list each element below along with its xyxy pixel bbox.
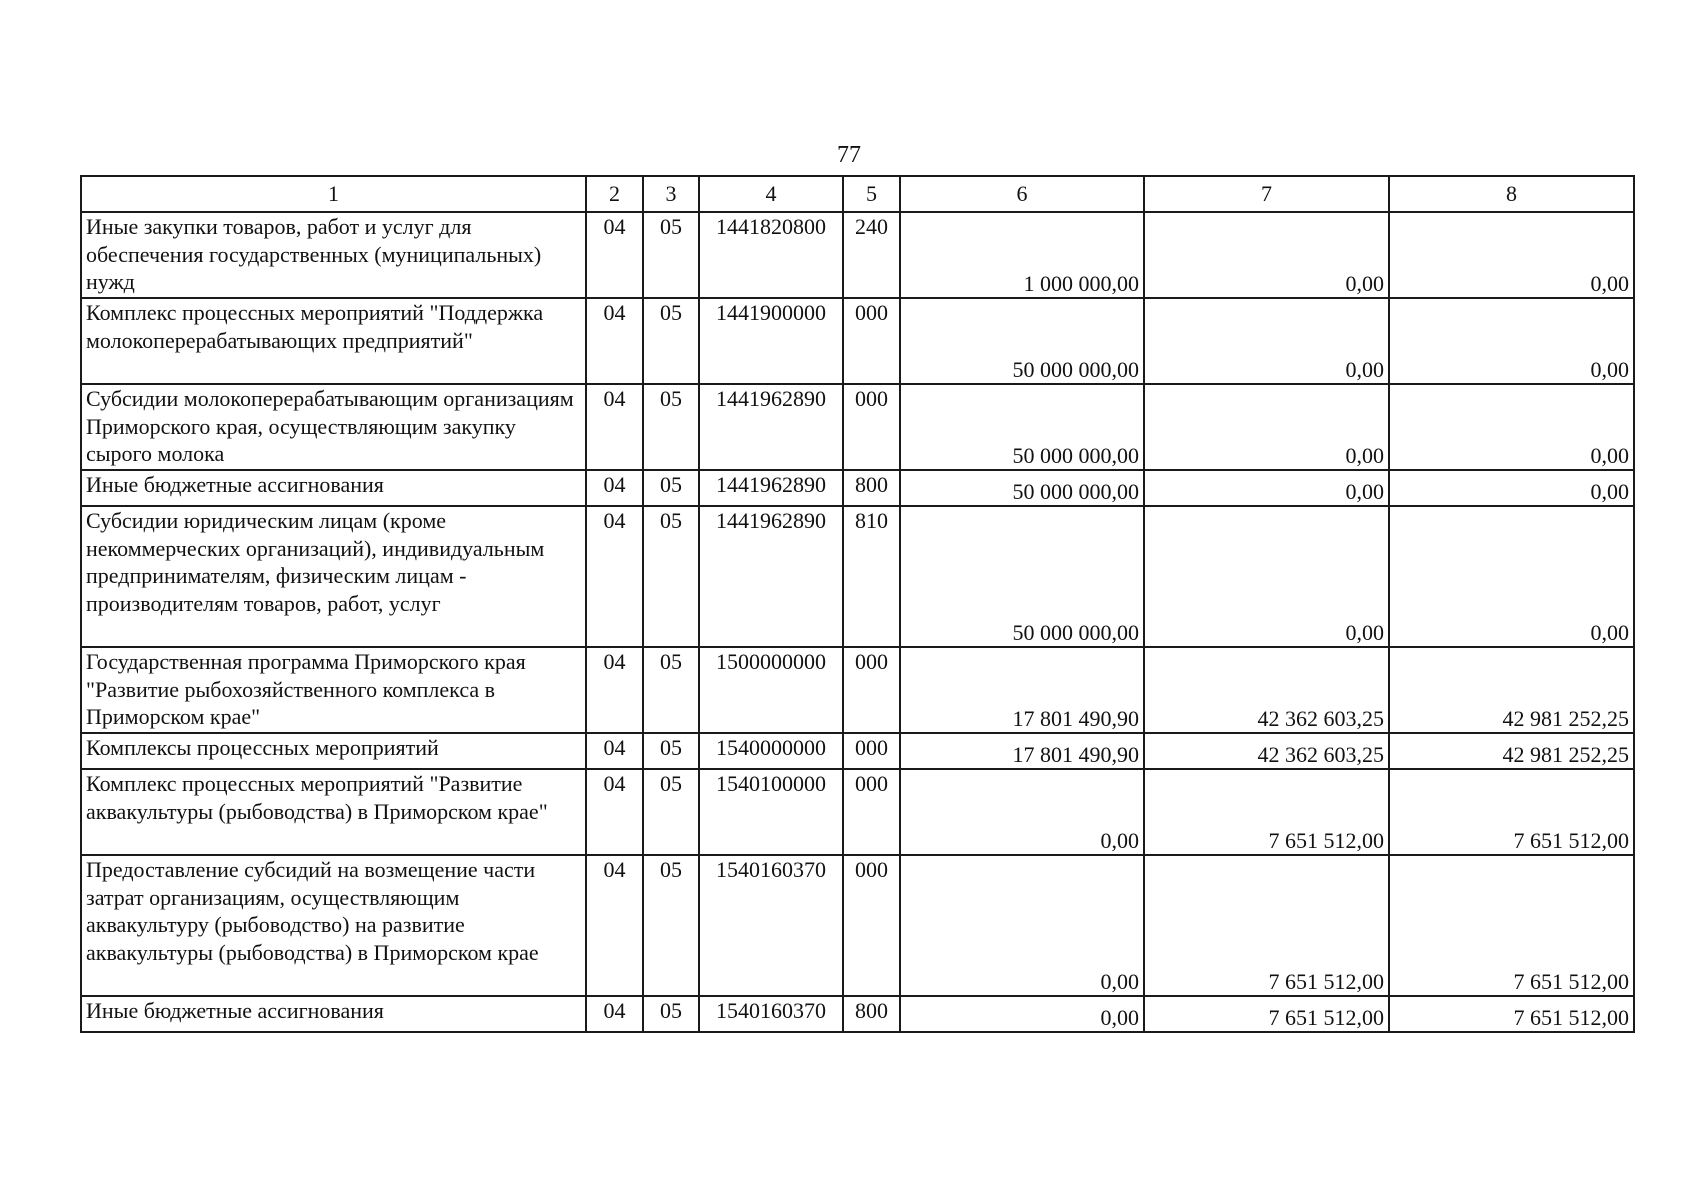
expense-type-code: 000	[843, 769, 900, 855]
amount-col-8: 7 651 512,00	[1389, 996, 1634, 1032]
item-name: Комплекс процессных мероприятий "Развитие аквакультуры (рыбоводства) в Приморском крае"	[81, 769, 586, 855]
table-row	[81, 212, 1634, 298]
amount-col-6: 50 000 000,00	[900, 470, 1144, 506]
amount-col-7: 0,00	[1144, 384, 1389, 470]
header-row	[81, 176, 1634, 212]
item-name: Субсидии юридическим лицам (кроме некоммерческих организаций), индивидуальным предпринимателям, физическим лицам - производителям товаров, работ, услуг	[81, 506, 586, 647]
expense-type-code: 000	[843, 647, 900, 733]
amount-col-8: 0,00	[1389, 212, 1634, 298]
item-name: Иные закупки товаров, работ и услуг для обеспечения государственных (муниципальных) нужд	[81, 212, 586, 298]
table-row	[81, 996, 1634, 1032]
item-name: Субсидии молокоперерабатывающим организациям Приморского края, осуществляющим закупку сырого молока	[81, 384, 586, 470]
subsection-code: 05	[643, 298, 699, 384]
subsection-code: 05	[643, 506, 699, 647]
subsection-code: 05	[643, 996, 699, 1032]
expense-type-code: 000	[843, 733, 900, 769]
table-row	[81, 855, 1634, 996]
target-article-code: 1441962890	[699, 470, 843, 506]
column-header: 8	[1389, 176, 1634, 212]
amount-col-8: 42 981 252,25	[1389, 647, 1634, 733]
target-article-code: 1540000000	[699, 733, 843, 769]
item-name: Комплекс процессных мероприятий "Поддержка молокоперерабатывающих предприятий"	[81, 298, 586, 384]
amount-col-7: 7 651 512,00	[1144, 996, 1389, 1032]
column-header: 7	[1144, 176, 1389, 212]
expense-type-code: 810	[843, 506, 900, 647]
amount-col-8: 42 981 252,25	[1389, 733, 1634, 769]
subsection-code: 05	[643, 855, 699, 996]
table-row	[81, 647, 1634, 733]
page-number: 77	[837, 142, 861, 168]
column-header: 2	[586, 176, 643, 212]
target-article-code: 1441820800	[699, 212, 843, 298]
target-article-code: 1540100000	[699, 769, 843, 855]
amount-col-6: 0,00	[900, 855, 1144, 996]
table-row	[81, 298, 1634, 384]
amount-col-6: 17 801 490,90	[900, 647, 1144, 733]
table-row	[81, 506, 1634, 647]
amount-col-6: 17 801 490,90	[900, 733, 1144, 769]
section-code: 04	[586, 470, 643, 506]
amount-col-8: 0,00	[1389, 384, 1634, 470]
column-header: 4	[699, 176, 843, 212]
target-article-code: 1540160370	[699, 996, 843, 1032]
column-header: 6	[900, 176, 1144, 212]
amount-col-7: 0,00	[1144, 506, 1389, 647]
amount-col-6: 50 000 000,00	[900, 506, 1144, 647]
section-code: 04	[586, 384, 643, 470]
section-code: 04	[586, 769, 643, 855]
amount-col-8: 0,00	[1389, 506, 1634, 647]
amount-col-7: 7 651 512,00	[1144, 855, 1389, 996]
target-article-code: 1441962890	[699, 506, 843, 647]
amount-col-7: 0,00	[1144, 298, 1389, 384]
column-header: 1	[81, 176, 586, 212]
expense-type-code: 800	[843, 470, 900, 506]
expense-type-code: 000	[843, 298, 900, 384]
budget-table	[80, 175, 1635, 1033]
amount-col-7: 42 362 603,25	[1144, 647, 1389, 733]
section-code: 04	[586, 647, 643, 733]
section-code: 04	[586, 996, 643, 1032]
subsection-code: 05	[643, 769, 699, 855]
amount-col-8: 0,00	[1389, 470, 1634, 506]
column-header: 3	[643, 176, 699, 212]
section-code: 04	[586, 855, 643, 996]
amount-col-8: 7 651 512,00	[1389, 769, 1634, 855]
amount-col-7: 7 651 512,00	[1144, 769, 1389, 855]
expense-type-code: 240	[843, 212, 900, 298]
subsection-code: 05	[643, 212, 699, 298]
amount-col-7: 42 362 603,25	[1144, 733, 1389, 769]
table-row	[81, 769, 1634, 855]
expense-type-code: 800	[843, 996, 900, 1032]
section-code: 04	[586, 733, 643, 769]
target-article-code: 1540160370	[699, 855, 843, 996]
section-code: 04	[586, 506, 643, 647]
subsection-code: 05	[643, 647, 699, 733]
target-article-code: 1441900000	[699, 298, 843, 384]
amount-col-8: 7 651 512,00	[1389, 855, 1634, 996]
item-name: Государственная программа Приморского края "Развитие рыбохозяйственного комплекса в Приморском крае"	[81, 647, 586, 733]
item-name: Иные бюджетные ассигнования	[81, 996, 586, 1032]
expense-type-code: 000	[843, 855, 900, 996]
subsection-code: 05	[643, 470, 699, 506]
item-name: Предоставление субсидий на возмещение части затрат организациям, осуществляющим аквакультуру (рыбоводство) на развитие аквакультуры (рыбоводства) в Приморском крае	[81, 855, 586, 996]
amount-col-6: 1 000 000,00	[900, 212, 1144, 298]
table-row	[81, 470, 1634, 506]
subsection-code: 05	[643, 384, 699, 470]
amount-col-6: 0,00	[900, 769, 1144, 855]
amount-col-7: 0,00	[1144, 212, 1389, 298]
section-code: 04	[586, 212, 643, 298]
target-article-code: 1500000000	[699, 647, 843, 733]
amount-col-6: 0,00	[900, 996, 1144, 1032]
section-code: 04	[586, 298, 643, 384]
expense-type-code: 000	[843, 384, 900, 470]
subsection-code: 05	[643, 733, 699, 769]
table-row	[81, 384, 1634, 470]
target-article-code: 1441962890	[699, 384, 843, 470]
item-name: Иные бюджетные ассигнования	[81, 470, 586, 506]
table-row	[81, 733, 1634, 769]
item-name: Комплексы процессных мероприятий	[81, 733, 586, 769]
amount-col-7: 0,00	[1144, 470, 1389, 506]
column-header: 5	[843, 176, 900, 212]
amount-col-6: 50 000 000,00	[900, 298, 1144, 384]
amount-col-6: 50 000 000,00	[900, 384, 1144, 470]
amount-col-8: 0,00	[1389, 298, 1634, 384]
